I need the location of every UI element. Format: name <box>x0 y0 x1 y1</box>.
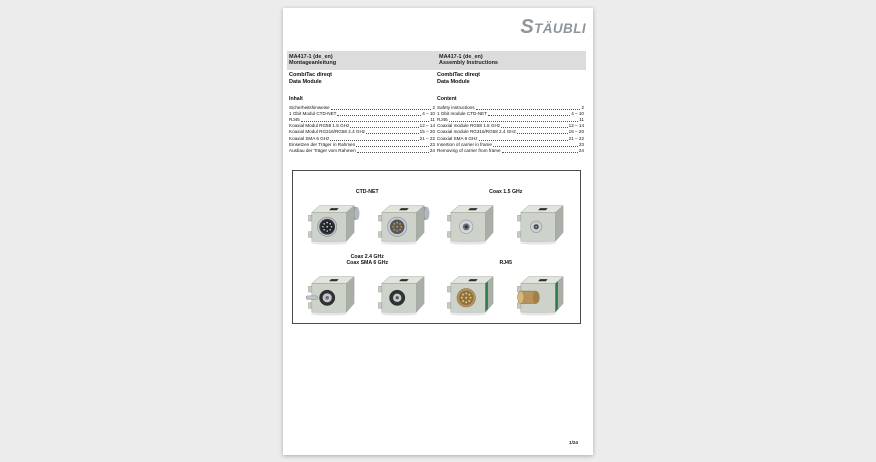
toc-item-pages: 23 <box>429 141 435 147</box>
toc-leader <box>366 133 419 134</box>
toc-item-pages: 23 <box>578 141 584 147</box>
figure-label-line: Coax SMA 6 GHz <box>346 260 389 267</box>
toc-item-label: Safety instructions <box>437 104 475 110</box>
toc-leader <box>449 121 578 122</box>
toc-item-label: Insertion of carrier in frame <box>437 141 492 147</box>
toc-item-label: Koaxial SMA 6 GHz <box>289 135 330 141</box>
toc-item-pages: 21 – 22 <box>568 135 584 141</box>
toc-leader <box>493 146 578 147</box>
toc-item <box>437 148 584 154</box>
toc-list-de <box>289 105 437 155</box>
toc-title-de: Inhalt <box>289 96 303 102</box>
toc-leader <box>501 127 568 128</box>
figure-group-rj45 <box>440 246 573 317</box>
figure-label-line: RJ45 <box>499 260 512 267</box>
toc-item-label: Sicherheitshinweise <box>289 104 330 110</box>
toc-item-pages: 11 <box>430 116 435 122</box>
toc-item-pages: 15 – 20 <box>568 129 584 135</box>
toc-list-en <box>437 105 586 155</box>
figure-group-label <box>346 254 388 267</box>
staubli-logo-text: STÄUBLI <box>520 16 586 38</box>
toc-item-pages: 4 – 10 <box>571 110 584 116</box>
rj45-coupler-module-icon <box>511 269 571 317</box>
coax-1-5-ghz-socket-module-icon <box>441 198 501 246</box>
toc-title-en: Content <box>437 96 457 102</box>
toc-leader <box>479 140 568 141</box>
coax-sma-6-ghz-module-icon <box>372 269 432 317</box>
toc-item-pages: 11 <box>579 116 584 122</box>
doc-type-de: Montageanleitung <box>289 60 337 67</box>
toc-item-label: 1 Gbit Modul CTD-NET <box>289 110 337 116</box>
figure-group-label <box>356 189 379 196</box>
header-english <box>437 54 586 68</box>
toc-leader <box>356 146 429 147</box>
doc-id-en: MA417-1 (de_en) <box>439 53 483 60</box>
toc-item-pages: 24 <box>429 147 435 153</box>
product-name-en: CombiTac direqt <box>437 72 480 78</box>
toc-item <box>289 148 435 154</box>
ctd-net-plug-module-icon <box>372 198 432 246</box>
toc-leader <box>331 109 432 110</box>
figure-modules-row <box>302 198 432 246</box>
toc-item-pages: 21 – 22 <box>419 135 435 141</box>
toc-leader <box>337 115 421 116</box>
toc-item-pages: 2 <box>581 104 584 110</box>
header-german <box>287 54 437 68</box>
figure-label-line: CTD-NET <box>355 189 379 196</box>
toc-leader <box>357 152 429 153</box>
toc-item-pages: 24 <box>578 147 584 153</box>
toc-leader <box>476 109 581 110</box>
toc-german <box>287 96 437 154</box>
doc-type-en: Assembly Instructions <box>439 60 498 67</box>
product-title-de <box>287 72 437 86</box>
figure-group-coax-2-4-sma <box>301 246 434 317</box>
figure-label-line: Coax 1.5 GHz <box>489 189 523 196</box>
document-page <box>283 8 593 455</box>
staubli-logo <box>520 17 586 39</box>
toc-item-pages: 15 – 20 <box>419 129 435 135</box>
toc-item-label: Ausbau der Träger vom Rahmen <box>289 147 356 153</box>
rj45-socket-module-icon <box>441 269 501 317</box>
toc-item-label: Coaxial SMA 6 GHz <box>437 135 478 141</box>
figure-label-line: Coax 2.4 GHz <box>350 253 384 260</box>
product-overview-figure <box>292 170 581 324</box>
toc-item-pages: 12 – 14 <box>568 123 584 129</box>
toc-item-label: Koaxial Modul RG316/RG58 2.4 GHz <box>289 129 366 135</box>
figure-group-label <box>500 260 512 267</box>
coax-2-4-ghz-module-icon <box>302 269 362 317</box>
figure-group-label <box>489 189 522 196</box>
toc-item-pages: 2 <box>432 104 435 110</box>
document-header-band <box>287 51 586 70</box>
toc-english <box>437 96 586 154</box>
toc-item-pages: 4 – 10 <box>422 110 435 116</box>
toc-item-label: RJ45 <box>437 116 448 122</box>
product-module-de: Data Module <box>289 78 322 85</box>
coax-1-5-ghz-plug-module-icon <box>511 198 571 246</box>
toc-leader <box>488 115 570 116</box>
ctd-net-socket-module-icon <box>302 198 362 246</box>
toc-leader <box>517 133 568 134</box>
toc-item-label: Koaxial Modul RG58 1.5 GHz <box>289 123 350 129</box>
toc-item-label: 1 Gbit module CTD-NET <box>437 110 488 116</box>
figure-modules-row <box>302 269 432 317</box>
toc-item-label: Coaxial module RG58 1.5 GHz <box>437 123 501 129</box>
product-name-de: CombiTac direqt <box>289 72 332 78</box>
toc-item-label: RJ45 <box>289 116 300 122</box>
product-title-en <box>437 72 586 86</box>
figure-modules-row <box>441 198 571 246</box>
toc-item-label: Removing of carrier from frame <box>437 147 501 153</box>
toc-leader <box>502 152 578 153</box>
toc-leader <box>301 121 429 122</box>
figure-modules-row <box>441 269 571 317</box>
product-module-en: Data Module <box>437 78 470 85</box>
toc-item-label: Coaxial module RG316/RG58 2.4 GHz <box>437 129 516 135</box>
figure-group-ctd-net <box>301 175 434 246</box>
doc-id-de: MA417-1 (de_en) <box>289 53 333 60</box>
toc-item-pages: 12 – 14 <box>419 123 435 129</box>
toc-row-container <box>287 96 586 154</box>
page-number: 1/24 <box>569 440 578 445</box>
product-title-row <box>287 72 586 86</box>
figure-group-coax-1-5-ghz <box>440 175 573 246</box>
toc-item-label: Einsetzen der Träger in Rahmen <box>289 141 356 147</box>
toc-leader <box>350 127 418 128</box>
toc-leader <box>330 140 418 141</box>
